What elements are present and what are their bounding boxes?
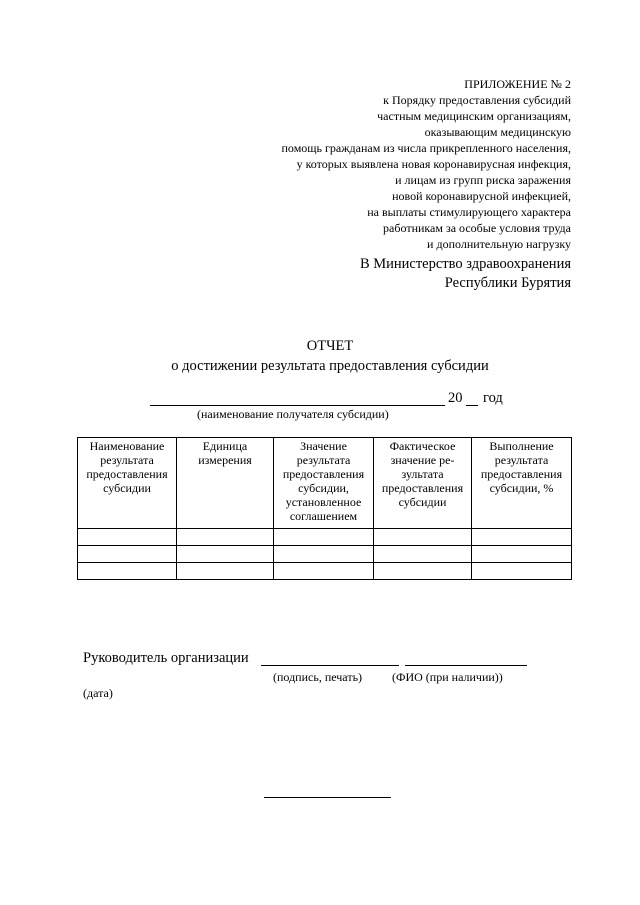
table-cell[interactable] [274,529,374,546]
table-cell[interactable] [177,563,274,580]
full-name-blank[interactable] [405,665,527,666]
recipient-caption: (наименование получателя субсидии) [197,407,389,421]
signature-blank[interactable] [261,665,399,666]
report-title: ОТЧЕТ [306,338,354,354]
appendix-block [282,76,572,252]
table-cell[interactable] [78,529,177,546]
table-cell[interactable] [374,529,472,546]
appendix-line: работникам за особые условия труда [383,221,571,235]
appendix-line: и дополнительную нагрузку [427,237,571,251]
table-header-cell: Выполнение результата предоставления субсидии, % [472,438,572,529]
table-cell[interactable] [374,546,472,563]
report-title-block [0,336,640,376]
table-row [78,563,572,580]
table-header-cell: Наименование результата предоставления субсидии [78,438,177,529]
addressee-line: Республики Бурятия [444,275,571,291]
date-label: (дата) [83,686,113,700]
appendix-line: новой коронавирусной инфекцией, [392,189,571,203]
report-table [77,437,572,580]
table-cell[interactable] [177,529,274,546]
appendix-line: к Порядку предоставления субсидий [383,93,571,107]
table-cell[interactable] [177,546,274,563]
signature-caption: (подпись, печать) [273,670,363,684]
table-header-cell: Значение результата предоставления субсидии, установленное соглашением [274,438,374,529]
table-cell[interactable] [472,563,572,580]
appendix-line: ПРИЛОЖЕНИЕ № 2 [464,77,571,91]
footer-divider [264,797,391,798]
addressee-block [360,255,571,293]
report-subtitle: о достижении результата предоставления субсидии [171,358,489,374]
signature-label: Руководитель организации [83,650,249,666]
appendix-line: у которых выявлена новая коронавирусная инфекция, [296,157,571,171]
table-cell[interactable] [274,563,374,580]
table-cell[interactable] [374,563,472,580]
full-name-caption: (ФИО (при наличии)) [392,670,503,684]
table-cell[interactable] [78,563,177,580]
addressee-line: В Министерство здравоохранения [359,256,571,272]
appendix-line: и лицам из групп риска заражения [395,173,571,187]
recipient-name-blank[interactable] [150,405,445,406]
table-cell[interactable] [78,546,177,563]
appendix-line: частным медицинским организациям, [377,109,571,123]
table-header-cell: Единица измерения [177,438,274,529]
table-row [78,546,572,563]
appendix-line: помощь гражданам из числа прикрепленного населения, [281,141,571,155]
year-word: год [483,390,503,406]
appendix-line: на выплаты стимулирующего характера [367,205,571,219]
signature-row [83,650,543,670]
table-row [78,529,572,546]
table-header-cell: Фактическое значение ре-зультата предоставления субсидии [374,438,472,529]
year-blank[interactable] [466,405,478,406]
table-cell[interactable] [274,546,374,563]
year-prefix: 20 [448,390,463,406]
table-header-row [78,438,572,529]
table-cell[interactable] [472,546,572,563]
table-cell[interactable] [472,529,572,546]
appendix-line: оказывающим медицинскую [424,125,571,139]
